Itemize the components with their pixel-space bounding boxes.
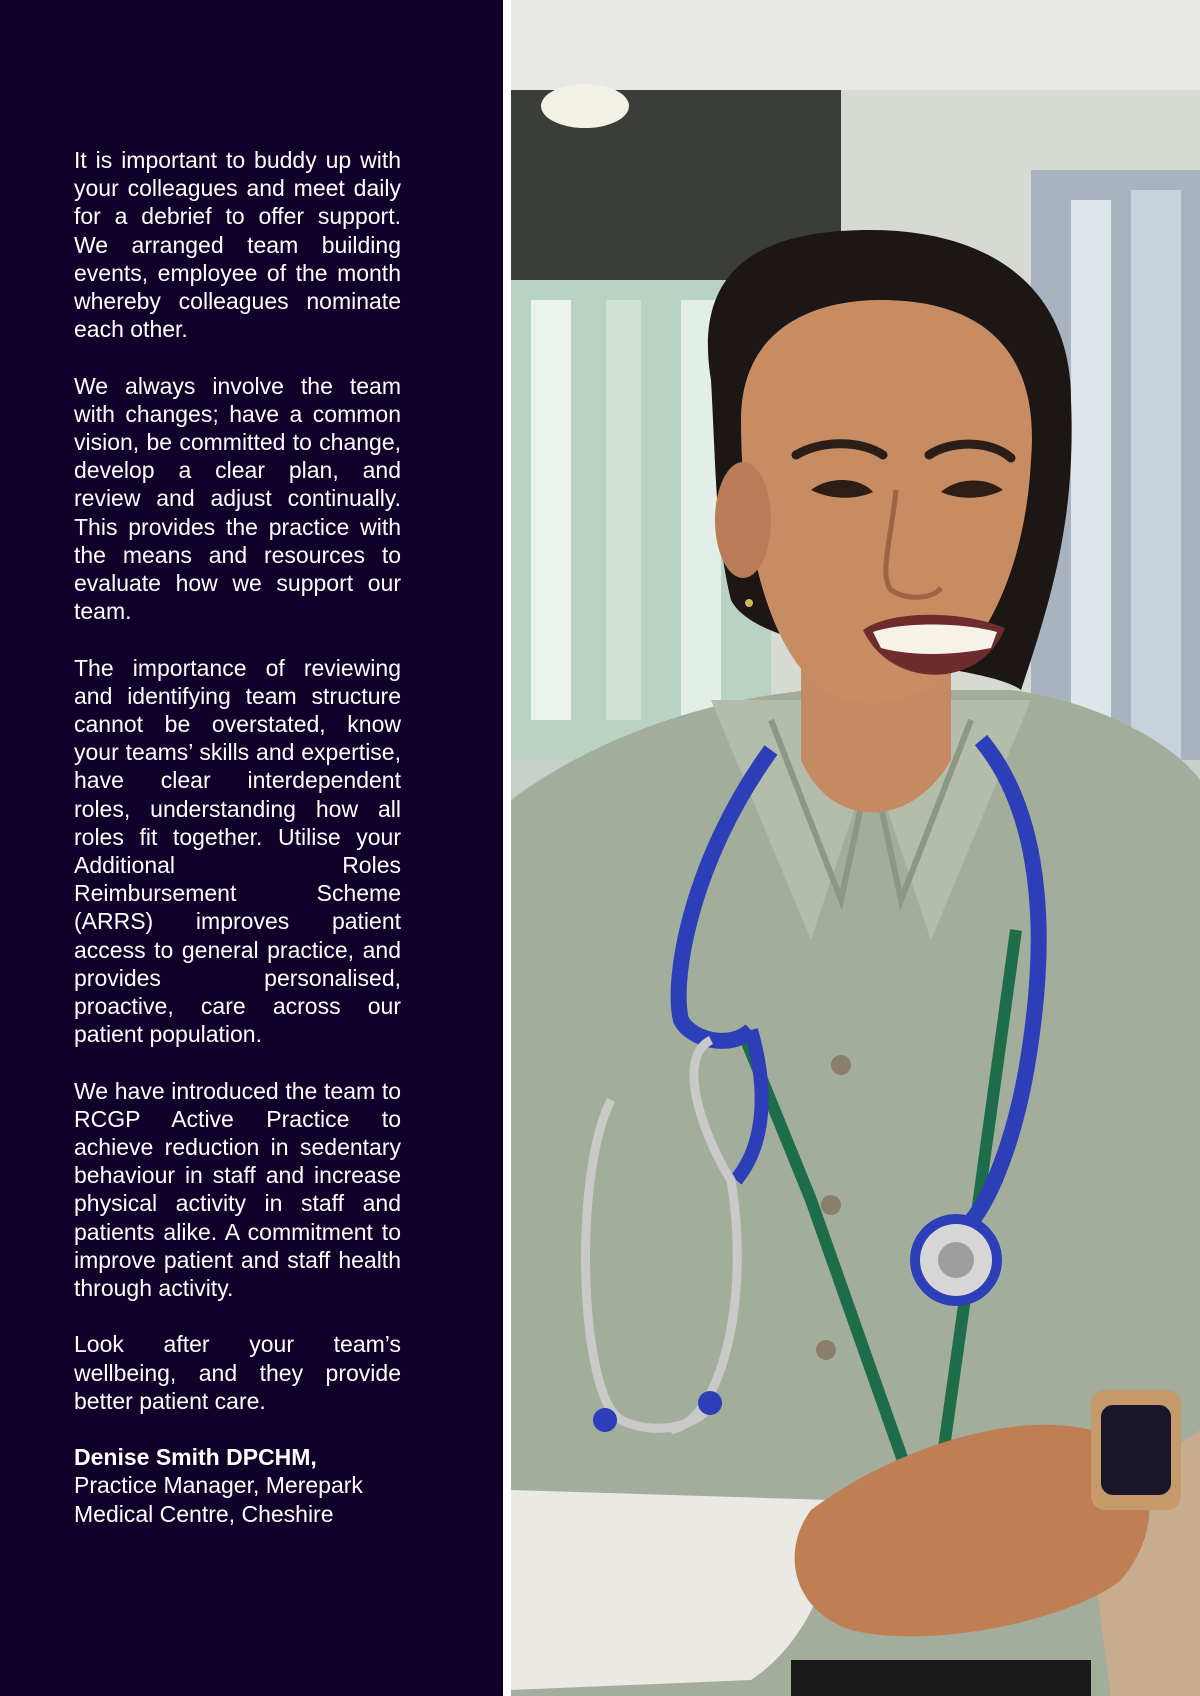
column-divider [503,0,511,1696]
paragraph-5: Look after your team’s wellbeing, and they provide better patient care. [74,1331,401,1414]
paragraph-2: We always involve the team with changes; have a common vision, be committed to change, develop a clear plan, and review and adjust continually. This provides the practice with the means and resources to evaluate how we support our team. [74,372,401,625]
paragraph-1: It is important to buddy up with your colleagues and meet daily for a debrief to offer support. We arranged team building events, employee of the month whereby colleagues nominate each other. [74,147,401,343]
signature-block [74,1443,401,1528]
signature-role-line-1: Practice Manager, Merepark [74,1472,363,1499]
healthcare-worker-photo [511,0,1200,1696]
signature-name: Denise Smith DPCHM, [74,1444,317,1471]
photo-illustration [511,0,1200,1696]
paragraph-3: The importance of reviewing and identifying team structure cannot be overstated, know your teams’ skills and expertise, have clear interdependent roles, understanding how all roles fit together. Utilise your Additional Roles Reimbursement Scheme (ARRS) improves patient access to general practice, and provides personalised, proactive, care across our patient population. [74,654,401,1048]
signature-role-line-2: Medical Centre, Cheshire [74,1500,334,1527]
article-body [74,146,401,1528]
paragraph-4: We have introduced the team to RCGP Active Practice to achieve reduction in sedentary behaviour in staff and increase physical activity in staff and patients alike. A commitment to improve patient and staff health through activity. [74,1077,401,1302]
